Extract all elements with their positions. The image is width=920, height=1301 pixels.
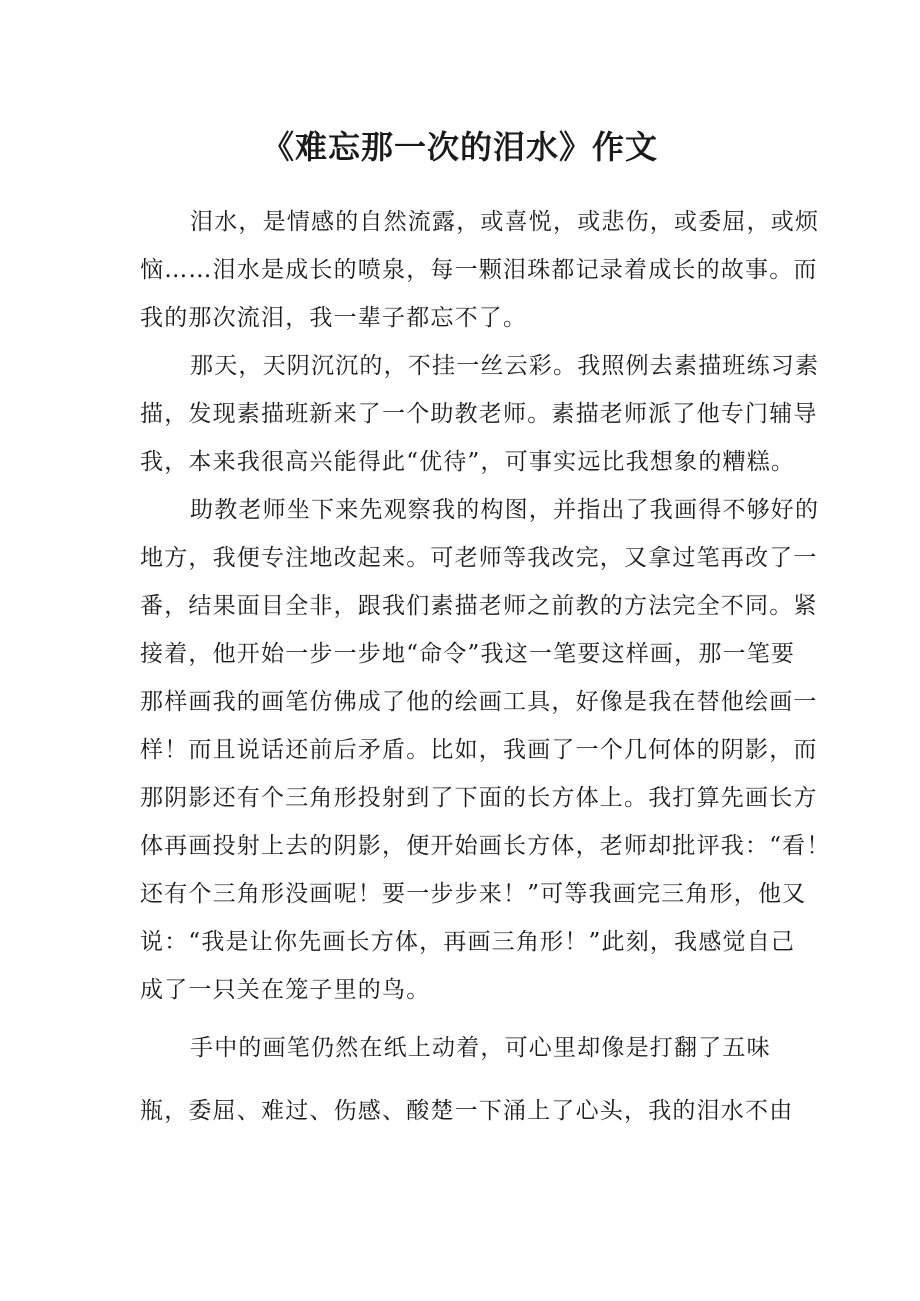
essay-line-p2-1: 那天，天阴沉沉的，不挂一丝云彩。我照例去素描班练习素 [190,353,820,379]
essay-line-p1-1: 泪水，是情感的自然流露，或喜悦，或悲伤，或委屈，或烦 [190,209,820,235]
essay-line-p3-3: 番，结果面目全非，跟我们素描老师之前教的方法完全不同。紧 [140,593,818,619]
essay-line-p2-3: 我，本来我很高兴能得此“优待”，可事实远比我想象的糟糕。 [140,449,796,475]
essay-line-p3-4: 接着，他开始一步一步地“命令”我这一笔要这样画，那一笔要 [140,641,796,667]
essay-line-p2-2: 描，发现素描班新来了一个助教老师。素描老师派了他专门辅导 [140,401,818,427]
essay-line-p3-5: 那样画我的画笔仿佛成了他的绘画工具，好像是我在替他绘画一 [140,689,818,715]
document-title: 《难忘那一次的泪水》作文 [261,128,658,166]
essay-line-p3-6: 样！而且说话还前后矛盾。比如，我画了一个几何体的阴影，而 [140,737,818,763]
essay-line-p3-7: 那阴影还有个三角形投射到了下面的长方体上。我打算先画长方 [140,785,818,811]
essay-line-p3-11: 成了一只关在笼子里的鸟。 [140,977,431,1003]
essay-line-p3-10: 说：“我是让你先画长方体，再画三角形！”此刻，我感觉自己 [140,929,796,955]
essay-line-p4-1: 手中的画笔仍然在纸上动着，可心里却像是打翻了五味 [190,1035,771,1061]
essay-line-p1-2: 恼……泪水是成长的喷泉，每一颗泪珠都记录着成长的故事。而 [140,257,818,283]
essay-line-p3-2: 地方，我便专注地改起来。可老师等我改完，又拿过笔再改了一 [140,545,818,571]
essay-line-p3-8: 体再画投射上去的阴影，便开始画长方体，老师却批评我：“看！ [140,833,831,859]
essay-line-p3-1: 助教老师坐下来先观察我的构图，并指出了我画得不够好的 [190,497,820,523]
essay-line-p3-9: 还有个三角形没画呢！要一步步来！”可等我画完三角形，他又 [140,881,807,907]
essay-line-p1-3: 我的那次流泪，我一辈子都忘不了。 [140,305,528,331]
essay-line-p4-2: 瓶，委屈、难过、伤感、酸楚一下涌上了心头，我的泪水不由 [140,1098,794,1124]
